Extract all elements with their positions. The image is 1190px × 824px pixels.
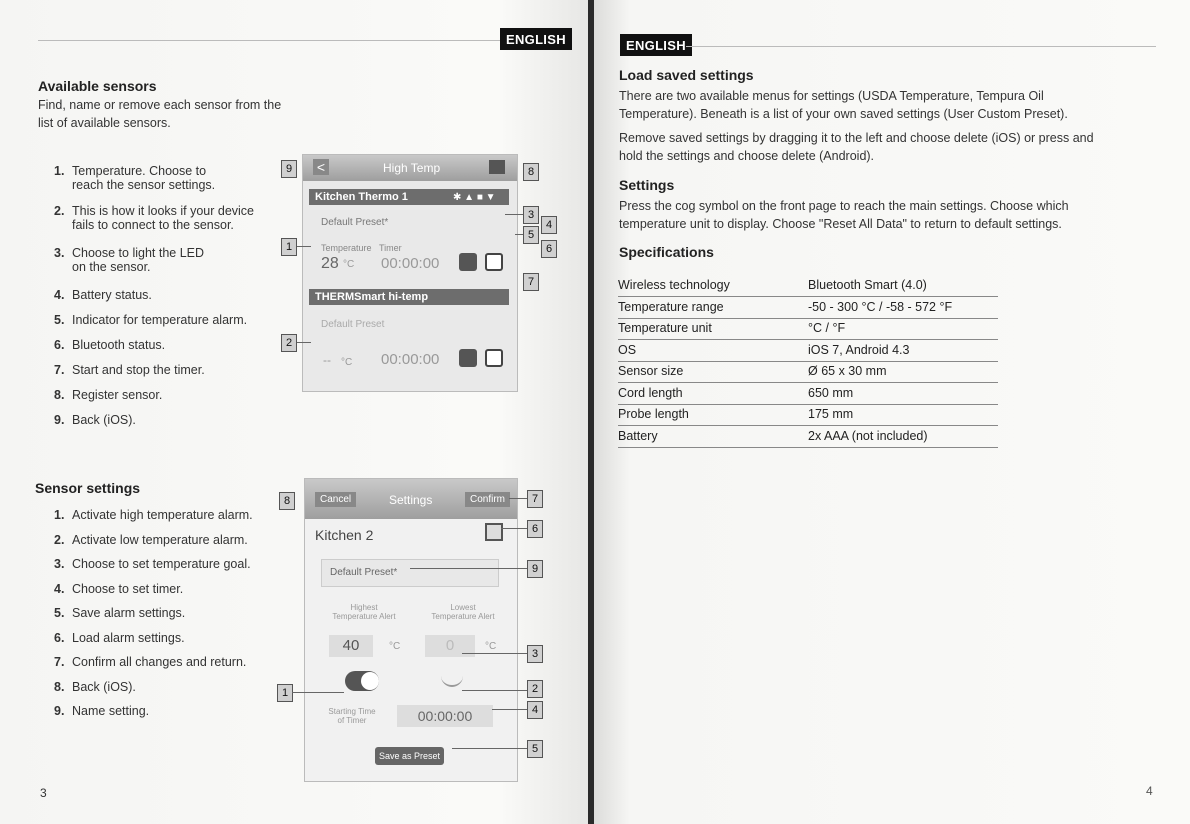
sensor-list-screen xyxy=(302,154,518,392)
callout-1: 1 xyxy=(281,238,297,256)
callout-4: 4 xyxy=(541,216,557,234)
page-number: 4 xyxy=(1146,784,1153,798)
callout-3: 3 xyxy=(527,645,543,663)
list-item: 3. Choose to light the LED on the sensor. xyxy=(54,246,205,274)
timer-value: 00:00:00 xyxy=(381,351,440,368)
temperature-unit: °C xyxy=(343,259,355,270)
settings-screen xyxy=(304,478,518,782)
paragraph-line: temperature unit to display. Choose "Reset All Data" to return to default settings. xyxy=(619,217,1062,231)
callout-line xyxy=(462,690,527,691)
callout-8: 8 xyxy=(523,163,539,181)
callout-line xyxy=(505,214,523,215)
high-temp-input[interactable]: 40 xyxy=(329,635,373,657)
temperature-unit: °C xyxy=(341,357,353,368)
callout-6: 6 xyxy=(541,240,557,258)
callout-line xyxy=(462,653,527,654)
callout-line xyxy=(492,709,527,710)
paragraph-line: Temperature). Beneath is a list of your own saved settings (User Custom Preset). xyxy=(619,107,1068,121)
spec-row: Battery 2x AAA (not included) xyxy=(618,427,998,448)
list-item: 4. Choose to set timer. xyxy=(54,581,184,596)
high-temp-unit: °C xyxy=(389,641,401,652)
start-timer-label: Starting Time of Timer xyxy=(328,707,376,725)
list-item: 6. Load alarm settings. xyxy=(54,630,185,645)
specifications-heading: Specifications xyxy=(619,244,714,260)
header-rule xyxy=(38,40,500,41)
sensor-name[interactable]: THERMSmart hi-temp xyxy=(309,289,509,305)
paragraph-line: Remove saved settings by dragging it to the left and choose delete (iOS) or press and xyxy=(619,131,1094,145)
callout-2: 2 xyxy=(527,680,543,698)
back-button[interactable]: < xyxy=(313,159,329,175)
low-temp-unit: °C xyxy=(485,641,497,652)
callout-4: 4 xyxy=(527,701,543,719)
available-sensors-intro xyxy=(38,96,281,132)
spec-row: OS iOS 7, Android 4.3 xyxy=(618,341,998,362)
play-icon[interactable] xyxy=(459,253,477,271)
intro-line: Find, name or remove each sensor from the xyxy=(38,98,282,112)
callout-line xyxy=(515,234,523,235)
spec-row: Temperature range -50 - 300 °C / -58 - 572 °F xyxy=(618,298,998,319)
temperature-value[interactable]: 28 xyxy=(321,255,339,272)
callout-line xyxy=(509,498,527,499)
header-rule xyxy=(686,46,1156,47)
list-item: 9. Back (iOS). xyxy=(54,413,136,427)
preset-label: Default Preset* xyxy=(321,217,389,228)
spec-row: Sensor size Ø 65 x 30 mm xyxy=(618,362,998,383)
temperature-label: Temperature xyxy=(321,243,372,253)
preset-field[interactable] xyxy=(321,559,499,587)
list-item: 7. Start and stop the timer. xyxy=(54,363,205,377)
lowest-label: Lowest Temperature Alert xyxy=(431,603,495,621)
load-settings-icon[interactable] xyxy=(485,523,503,541)
screen-title-bar xyxy=(303,155,517,181)
timer-input[interactable]: 00:00:00 xyxy=(397,705,493,727)
left-page xyxy=(0,0,588,824)
page-number: 3 xyxy=(40,786,47,800)
screen-title: High Temp xyxy=(383,161,441,175)
callout-line xyxy=(410,568,527,569)
preset-label: Default Preset* xyxy=(330,567,398,578)
low-alarm-toggle[interactable] xyxy=(441,671,463,687)
spec-row: Cord length 650 mm xyxy=(618,384,998,405)
setting-name-field[interactable]: Kitchen 2 xyxy=(315,527,374,543)
available-sensors-heading: Available sensors xyxy=(38,78,157,94)
confirm-button[interactable]: Confirm xyxy=(465,492,510,507)
play-icon[interactable] xyxy=(459,349,477,367)
low-temp-input[interactable]: 0 xyxy=(425,635,475,657)
callout-5: 5 xyxy=(523,226,539,244)
language-tag: ENGLISH xyxy=(620,34,692,56)
paragraph-line: There are two available menus for settings (USDA Temperature, Tempura Oil xyxy=(619,89,1044,103)
temperature-value: -- xyxy=(323,353,331,367)
callout-2: 2 xyxy=(281,334,297,352)
list-item: 3. Choose to set temperature goal. xyxy=(54,557,251,571)
load-saved-text xyxy=(619,87,1159,165)
sensor-name[interactable]: Kitchen Thermo 1 xyxy=(309,189,509,205)
led-icon[interactable] xyxy=(485,349,503,367)
timer-value[interactable]: 00:00:00 xyxy=(381,255,440,272)
list-item: 8. Register sensor. xyxy=(54,388,163,402)
intro-line: list of available sensors. xyxy=(38,116,171,130)
list-item: 7. Confirm all changes and return. xyxy=(54,655,247,669)
save-as-preset-button[interactable]: Save as Preset xyxy=(375,747,444,765)
list-item: 9. Name setting. xyxy=(54,704,150,718)
highest-label: Highest Temperature Alert xyxy=(332,603,396,621)
callout-line xyxy=(297,342,311,343)
led-icon[interactable] xyxy=(485,253,503,271)
settings-title: Settings xyxy=(389,493,433,507)
callout-7: 7 xyxy=(523,273,539,291)
high-alarm-toggle[interactable] xyxy=(345,671,379,691)
list-item: 2. Activate low temperature alarm. xyxy=(54,532,248,547)
callout-7: 7 xyxy=(527,490,543,508)
available-sensors-list xyxy=(54,164,274,438)
register-sensor-icon[interactable] xyxy=(489,160,505,174)
settings-text xyxy=(619,197,1159,233)
callout-9: 9 xyxy=(281,160,297,178)
list-item: 4. Battery status. xyxy=(54,288,152,302)
callout-line xyxy=(297,246,311,247)
list-item: 5. Indicator for temperature alarm. xyxy=(54,313,248,327)
status-icons: ✱ ▲ ■ ▼ xyxy=(453,192,496,203)
timer-label: Timer xyxy=(379,243,402,253)
list-item: 8. Back (iOS). xyxy=(54,679,136,694)
callout-3: 3 xyxy=(523,206,539,224)
callout-9: 9 xyxy=(527,560,543,578)
preset-label: Default Preset xyxy=(321,319,385,330)
list-item: 5. Save alarm settings. xyxy=(54,606,186,620)
spec-row: Probe length 175 mm xyxy=(618,405,998,426)
list-item: 2. This is how it looks if your device fails to connect to the sensor. xyxy=(54,204,255,232)
load-saved-heading: Load saved settings xyxy=(619,67,754,83)
cancel-button[interactable]: Cancel xyxy=(315,492,356,507)
settings-title-bar xyxy=(305,479,517,519)
callout-5: 5 xyxy=(527,740,543,758)
spec-row: Temperature unit °C / °F xyxy=(618,319,998,340)
callout-8: 8 xyxy=(279,492,295,510)
list-item: 6. Bluetooth status. xyxy=(54,338,166,352)
sensor-settings-heading: Sensor settings xyxy=(35,480,141,496)
paragraph-line: Press the cog symbol on the front page to reach the main settings. Choose which xyxy=(619,199,1069,213)
settings-heading: Settings xyxy=(619,177,675,193)
callout-line xyxy=(292,692,344,693)
paragraph-line: hold the settings and choose delete (Android). xyxy=(619,149,875,163)
callout-line xyxy=(452,748,527,749)
list-item: 1. Temperature. Choose to reach the sensor settings. xyxy=(54,164,216,192)
language-tag: ENGLISH xyxy=(500,28,572,50)
callout-1: 1 xyxy=(277,684,293,702)
callout-6: 6 xyxy=(527,520,543,538)
sensor-settings-list xyxy=(54,508,280,729)
list-item: 1. Activate high temperature alarm. xyxy=(54,508,253,522)
spec-row: Wireless technology Bluetooth Smart (4.0) xyxy=(618,276,998,297)
callout-line xyxy=(501,528,527,529)
